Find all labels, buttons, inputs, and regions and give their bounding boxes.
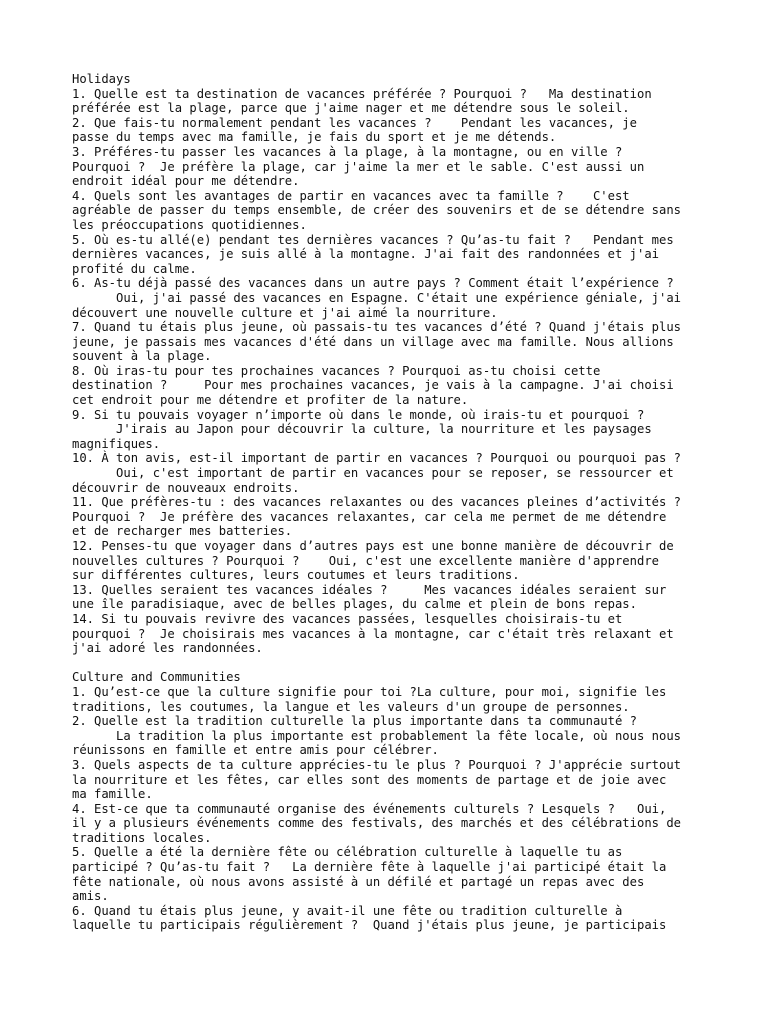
text-line: 2. Quelle est la tradition culturelle la plus importante dans ta communauté ?	[72, 714, 637, 729]
text-line: sur différentes cultures, leurs coutumes et leurs traditions.	[72, 568, 520, 583]
text-line: 4. Quels sont les avantages de partir en vacances avec ta famille ? C'est	[72, 188, 630, 203]
text-line: Pourquoi ? Je préfère des vacances relaxantes, car cela me permet de me détendre	[72, 509, 667, 524]
text-line: les préoccupations quotidiennes.	[72, 217, 307, 232]
text-line: traditions, les coutumes, la langue et les valeurs d'un groupe de personnes.	[72, 699, 630, 714]
text-line: La tradition la plus importante est probablement la fête locale, où nous nous	[72, 728, 682, 743]
text-line: souvent à la plage.	[72, 349, 212, 364]
text-line: dernières vacances, je suis allé à la montagne. J'ai fait des randonnées et j'ai	[72, 247, 659, 262]
text-line: Oui, c'est important de partir en vacances pour se reposer, se ressourcer et	[72, 466, 674, 481]
text-line: 13. Quelles seraient tes vacances idéales ? Mes vacances idéales seraient sur	[72, 582, 667, 597]
text-line: agréable de passer du temps ensemble, de créer des souvenirs et de se détendre sans	[72, 203, 682, 218]
text-line: ma famille.	[72, 787, 153, 802]
text-line: 9. Si tu pouvais voyager n’importe où dans le monde, où irais-tu et pourquoi ?	[72, 407, 645, 422]
text-line: amis.	[72, 889, 109, 904]
text-line: 3. Quels aspects de ta culture apprécies-tu le plus ? Pourquoi ? J'apprécie surtout	[72, 757, 682, 772]
text-line: 8. Où iras-tu pour tes prochaines vacances ? Pourquoi as-tu choisi cette	[72, 363, 601, 378]
text-line: Pourquoi ? Je préfère la plage, car j'aime la mer et le sable. C'est aussi un	[72, 159, 645, 174]
text-line: réunissons en famille et entre amis pour célébrer.	[72, 743, 439, 758]
text-line: la nourriture et les fêtes, car elles sont des moments de partage et de joie avec	[72, 772, 667, 787]
text-line: passe du temps avec ma famille, je fais du sport et je me détends.	[72, 130, 557, 145]
text-line: cet endroit pour me détendre et profiter de la nature.	[72, 393, 469, 408]
text-line: endroit idéal pour me détendre.	[72, 174, 300, 189]
text-line: 5. Où es-tu allé(e) pendant tes dernières vacances ? Qu’as-tu fait ? Pendant mes	[72, 232, 674, 247]
text-line: 1. Quelle est ta destination de vacances préférée ? Pourquoi ? Ma destination	[72, 86, 652, 101]
text-line: 3. Préféres-tu passer les vacances à la plage, à la montagne, ou en ville ?	[72, 144, 623, 159]
text-line: jeune, je passais mes vacances d'été dans un village avec ma famille. Nous allions	[72, 334, 674, 349]
text-line: laquelle tu participais régulièrement ? Quand j'étais plus jeune, je participais	[72, 918, 667, 933]
document-text	[72, 72, 712, 933]
text-line: 6. As-tu déjà passé des vacances dans un autre pays ? Comment était l’expérience ?	[72, 276, 674, 291]
text-line: il y a plusieurs événements comme des festivals, des marchés et des célébrations de	[72, 816, 682, 831]
text-line: 1. Qu’est-ce que la culture signifie pour toi ?La culture, pour moi, signifie les	[72, 684, 667, 699]
text-line: une île paradisiaque, avec de belles plages, du calme et plein de bons repas.	[72, 597, 637, 612]
text-line: profité du calme.	[72, 261, 197, 276]
text-line: et de recharger mes batteries.	[72, 524, 293, 539]
text-line: 6. Quand tu étais plus jeune, y avait-il une fête ou tradition culturelle à	[72, 903, 623, 918]
text-line: 11. Que préfères-tu : des vacances relaxantes ou des vacances pleines d’activités ?	[72, 495, 682, 510]
text-line: traditions locales.	[72, 830, 212, 845]
text-line: 2. Que fais-tu normalement pendant les vacances ? Pendant les vacances, je	[72, 115, 637, 130]
text-line: Culture and Communities	[72, 670, 241, 685]
text-line: 4. Est-ce que ta communauté organise des événements culturels ? Lesquels ? Oui,	[72, 801, 667, 816]
text-line: Holidays	[72, 72, 131, 86]
text-line: 10. À ton avis, est-il important de partir en vacances ? Pourquoi ou pourquoi pas ?	[72, 451, 682, 466]
text-line: destination ? Pour mes prochaines vacances, je vais à la campagne. J'ai choisi	[72, 378, 674, 393]
text-line: préférée est la plage, parce que j'aime nager et me détendre sous le soleil.	[72, 101, 630, 116]
text-line: Oui, j'ai passé des vacances en Espagne. C'était une expérience géniale, j'ai	[72, 290, 682, 305]
text-line: pourquoi ? Je choisirais mes vacances à la montagne, car c'était très relaxant et	[72, 626, 674, 641]
text-line: découvert une nouvelle culture et j'ai aimé la nourriture.	[72, 305, 498, 320]
text-line: 12. Penses-tu que voyager dans d’autres pays est une bonne manière de découvrir de	[72, 539, 674, 553]
text-line: 5. Quelle a été la dernière fête ou célébration culturelle à laquelle tu as	[72, 845, 623, 860]
text-line: nouvelles cultures ? Pourquoi ? Oui, c'est une excellente manière d'apprendre	[72, 553, 659, 568]
text-line: fête nationale, où nous avons assisté à un défilé et partagé un repas avec des	[72, 874, 645, 889]
text-line: découvrir de nouveaux endroits.	[72, 480, 300, 495]
text-line: magnifiques.	[72, 436, 161, 451]
text-line: participé ? Qu’as-tu fait ? La dernière fête à laquelle j'ai participé était la	[72, 860, 667, 875]
text-line: J'irais au Japon pour découvrir la culture, la nourriture et les paysages	[72, 422, 652, 437]
text-line	[72, 656, 712, 671]
text-line: j'ai adoré les randonnées.	[72, 641, 263, 656]
text-line: 7. Quand tu étais plus jeune, où passais-tu tes vacances d’été ? Quand j'étais plus	[72, 320, 682, 335]
text-line: 14. Si tu pouvais revivre des vacances passées, lesquelles choisirais-tu et	[72, 611, 623, 626]
